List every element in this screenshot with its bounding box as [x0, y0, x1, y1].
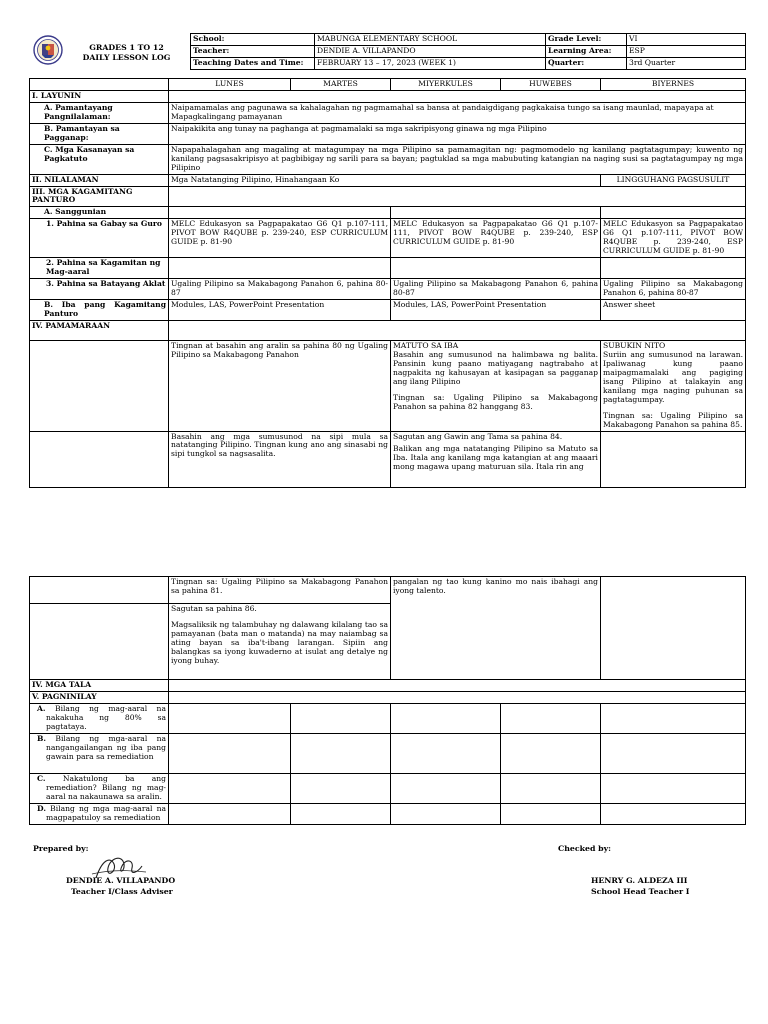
pamamaraan-lunes-2: Basahin ang mga sumusunod na sipi mula sa natatanging Pilipino. Tingnan kung ano ang sinasabi ng sipi tungkol sa nagsasalita.	[169, 431, 391, 487]
pamantayan-pagganap-text: Naipakikita ang tunay na paghanga at pagmamalaki sa mga sakripisyong ginawa ng mga Pilipino	[169, 123, 746, 144]
pagninilay-b: B. Bilang ng mga-aaral na nangangailangan ng iba pang gawain para sa remediation	[30, 733, 169, 773]
grade-label: Grade Level:	[546, 34, 627, 46]
quarter-value: 3rd Quarter	[627, 57, 746, 69]
grade-value: VI	[627, 34, 746, 46]
area-label: Learning Area:	[546, 45, 627, 57]
page2-lunes-2: Sagutan sa pahina 86.	[171, 604, 257, 613]
quarter-label: Quarter:	[546, 57, 627, 69]
pamamaraan-biyernes-1: Suriin ang sumusunod na larawan. Ipaliwanag kung paano maipagmamalaki ang pagiging isang Pilipino at talakayin ang kanilang mga naging puhunan sa pagtatagumpay.	[603, 349, 743, 404]
iba-pang-kagamitan-biyernes: Answer sheet	[601, 300, 746, 321]
teacher-value: DENDIE A. VILLAPANDO	[315, 45, 546, 57]
kagamitan-heading: III. MGA KAGAMITANG PANTURO	[30, 186, 169, 207]
pamamaraan-miyerkules-2: Tingnan sa: Ugaling Pilipino sa Makabagong Panahon sa pahina 82 hanggang 83.	[393, 392, 598, 411]
checked-by-label: Checked by:	[558, 844, 611, 853]
school-value: MABUNGA ELEMENTARY SCHOOL	[315, 34, 546, 46]
prepared-by-label: Prepared by:	[33, 844, 89, 853]
pagninilay-heading: V. PAGNINILAY	[30, 691, 169, 703]
day-header-biyernes: BIYERNES	[601, 79, 746, 91]
gabay-guro-lunes: MELC Edukasyon sa Pagpapakatao G6 Q1 p.107-111, PIVOT BOW R4QUBE p. 239-240, ESP CURRICULUM GUIDE p. 81-90	[169, 219, 391, 258]
page2-lunes-1: Tingnan sa: Ugaling Pilipino sa Makabagong Panahon sa pahina 81.	[169, 577, 391, 604]
deped-seal-icon	[33, 35, 63, 65]
teacher-label: Teacher:	[191, 45, 315, 57]
iba-pang-kagamitan-lunes: Modules, LAS, PowerPoint Presentation	[169, 300, 391, 321]
subukin-nito-title: SUBUKIN NITO	[603, 340, 666, 350]
kasanayan-text: Napapahalagahan ang magaling at matagumpay na mga Pilipino sa pamamagitan ng: pagmomodelo ng kanilang pagtatagumpay; kuwento ng kanilang pagsasakripisyo at pagbibigay ng sarili para sa bayan; pagtuklad sa mga mabubuting katangian na naging susi sa pagtatagumpay ng mga Pilipino	[169, 144, 746, 174]
lesson-table-page1	[29, 78, 746, 488]
pagninilay-d: D. Bilang ng mga mag-aaral na magpapatuloy sa remediation	[30, 803, 169, 824]
gabay-guro-miyerkules: MELC Edukasyon sa Pagpapakatao G6 Q1 p.107-111, PIVOT BOW R4QUBE p. 239-240, ESP CURRICULUM GUIDE p. 81-90	[391, 219, 601, 258]
mga-tala-heading: IV. MGA TALA	[30, 680, 169, 692]
prepared-by-role: Teacher I/Class Adviser	[71, 887, 173, 896]
pamantayang-pangnilalaman-label: A. Pamantayang Pangnilalaman:	[30, 102, 169, 123]
pagninilay-a: A. Bilang ng mag-aaral na nakakuha ng 80% sa pagtataya.	[30, 703, 169, 733]
kagamitan-mag-aaral-label: 2. Pahina sa Kagamitan ng Mag-aaral	[30, 258, 169, 279]
dates-value: FEBRUARY 13 – 17, 2023 (WEEK 1)	[315, 57, 546, 69]
batayang-aklat-biyernes: Ugaling Pilipino sa Makabagong Panahon 6, pahina 80-87	[601, 279, 746, 300]
day-header-martes: MARTES	[291, 79, 391, 91]
gabay-guro-label: 1. Pahina sa Gabay sa Guro	[30, 219, 169, 258]
batayang-aklat-label: 3. Pahina sa Batayang Aklat	[30, 279, 169, 300]
checked-by-role: School Head Teacher I	[591, 887, 690, 896]
dates-label: Teaching Dates and Time:	[191, 57, 315, 69]
iba-pang-kagamitan-label: B. Iba pang Kagamitang Panturo	[30, 300, 169, 321]
pamamaraan-miyerkules-3: Sagutan ang Gawin ang Tama sa pahina 84.	[393, 431, 563, 441]
matuto-sa-iba-title: MATUTO SA IBA	[393, 340, 459, 350]
pamantayang-pangnilalaman-text: Naipamamalas ang pagunawa sa kahalagahan ng pagmamahal sa bansa at pandaigdigang pagkakaisa tungo sa isang maunlad, mapayapa at Mapagkalingang pamayanan	[169, 102, 746, 123]
area-value: ESP	[627, 45, 746, 57]
page2-miyerkules-1: pangalan ng tao kung kanino mo nais ibahagi ang iyong talento.	[391, 577, 601, 680]
header-table	[190, 33, 746, 70]
pamamaraan-lunes-1: Tingnan at basahin ang aralin sa pahina 80 ng Ugaling Pilipino sa Makabagong Panahon	[169, 340, 391, 431]
layunin-heading: I. LAYUNIN	[30, 90, 169, 102]
nilalaman-text: Mga Natatanging Pilipino, Hinahangaan Ko	[169, 174, 601, 186]
nilalaman-heading: II. NILALAMAN	[30, 174, 169, 186]
iba-pang-kagamitan-miyerkules: Modules, LAS, PowerPoint Presentation	[391, 300, 601, 321]
lesson-table-page2	[29, 576, 746, 825]
checked-by-name: HENRY G. ALDEZA III	[591, 876, 688, 885]
page2-lunes-3: Magsaliksik ng talambuhay ng dalawang kilalang tao sa pamayanan (bata man o matanda) na may naiambag sa ating bayan sa iba't-ibang larangan. Sipiin ang balangkas sa iyong kuwaderno at isulat ang detalye ng iyong buhay.	[171, 619, 388, 665]
gabay-guro-biyernes: MELC Edukasyon sa Pagpapakatao G6 Q1 p.107-111, PIVOT BOW R4QUBE p. 239-240, ESP CURRICULUM GUIDE p. 81-90	[601, 219, 746, 258]
empty-header-cell	[30, 79, 169, 91]
day-header-huwebes: HUWEBES	[501, 79, 601, 91]
form-title: GRADES 1 TO 12 DAILY LESSON LOG	[82, 43, 171, 63]
sanggunian-label: A. Sanggunian	[30, 207, 169, 219]
pamamaraan-heading: IV. PAMAMARAAN	[30, 320, 169, 340]
pamamaraan-biyernes-2: Tingnan sa: Ugaling Pilipino sa Makabagong Panahon sa pahina 85.	[603, 410, 743, 429]
day-header-miyerkules: MIYERKULES	[391, 79, 501, 91]
batayang-aklat-lunes: Ugaling Pilipino sa Makabagong Panahon 6, pahina 80-87	[169, 279, 391, 300]
lingguhang-pagsusulit: LINGGUHANG PAGSUSULIT	[601, 174, 746, 186]
pamamaraan-miyerkules-4: Balikan ang mga natatanging Pilipino sa Matuto sa Iba. Itala ang kanilang mga katangian at ang maaari mong magawa upang maturuan sila. Itala rin ang	[393, 444, 598, 472]
pagninilay-c: C. Nakatulong ba ang remediation? Bilang ng mag-aaral na nakaunawa sa aralin.	[30, 773, 169, 803]
day-header-lunes: LUNES	[169, 79, 291, 91]
prepared-by-name: DENDIE A. VILLAPANDO	[66, 876, 176, 885]
pamamaraan-miyerkules-1: Basahin ang sumusunod na halimbawa ng balita. Pansinin kung paano matiyagang nagtrabaho at nagpakita ng kahusayan at kasipagan sa pagganap ang ilang Pilipino	[393, 349, 598, 386]
batayang-aklat-miyerkules: Ugaling Pilipino sa Makabagong Panahon 6, pahina 80-87	[391, 279, 601, 300]
school-label: School:	[191, 34, 315, 46]
kasanayan-label: C. Mga Kasanayan sa Pagkatuto	[30, 144, 169, 174]
pamantayan-pagganap-label: B. Pamantayan sa Pagganap:	[30, 123, 169, 144]
